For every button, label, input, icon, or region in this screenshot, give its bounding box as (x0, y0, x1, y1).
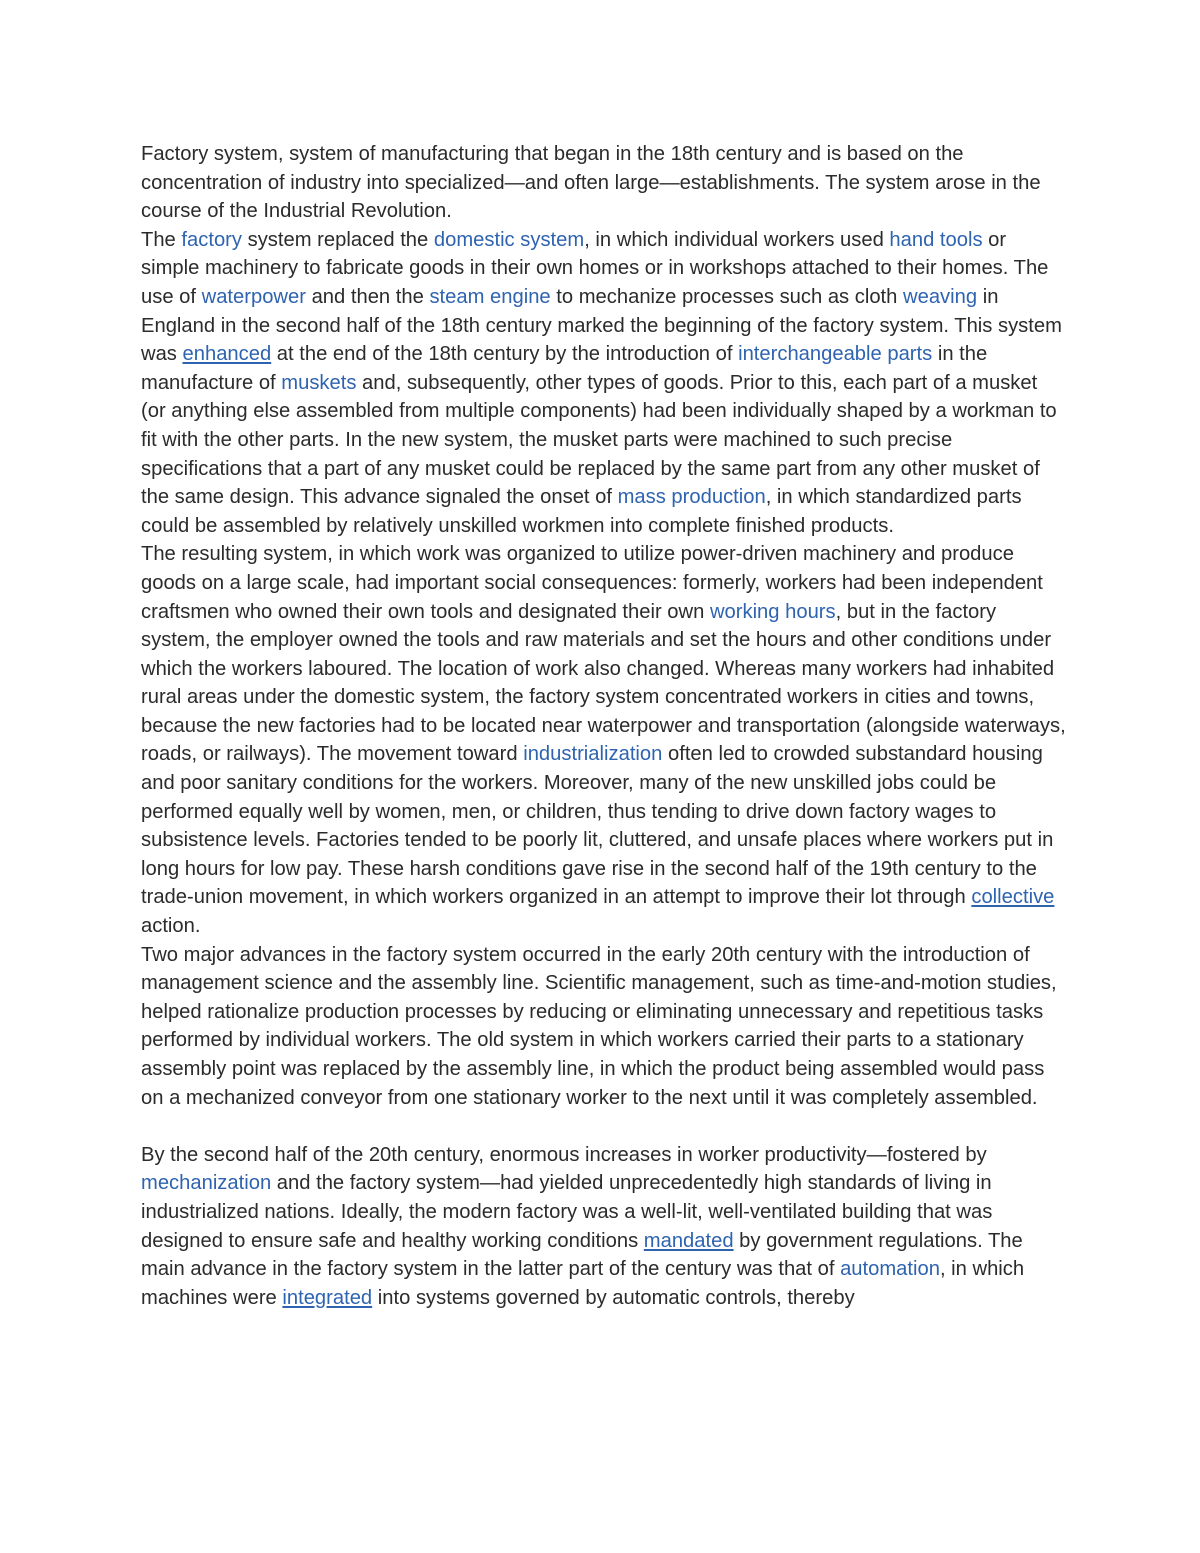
link-mass-production[interactable]: mass production (617, 486, 766, 509)
document-page (141, 140, 1066, 1312)
text-run: Factory system, system of manufacturing that began in the 18th century and is based on the concentration of industry into specialized—and often large—establishments. The system arose in the course of the Industrial Revolution. (141, 143, 1041, 223)
paragraph-domestic (141, 226, 1066, 541)
link-weaving[interactable]: weaving (903, 285, 978, 308)
text-run: in England in the second half of the 18th century marked the beginning of the factory system. This system was (141, 285, 1062, 366)
link-interchangeable-parts[interactable]: interchangeable parts (738, 343, 933, 366)
text-run: By the second half of the 20th century, enormous increases in worker productivity—fostered by (141, 1143, 987, 1166)
link-industrialization[interactable]: industrialization (523, 743, 663, 766)
text-run: often led to crowded substandard housing and poor sanitary conditions for the workers. Moreover, many of the new unskilled jobs could be performed equally well by women, men, or children, thus tending to drive down factory wages to subsistence levels. Factories tended to be poorly lit, cluttered, and unsafe places where workers put in long hours for low pay. These harsh conditions gave rise in the second half of the 19th century to the trade-union movement, in which workers organized in an attempt to improve their lot through (141, 743, 1054, 909)
paragraph-social (141, 540, 1066, 940)
link-mandated[interactable]: mandated (643, 1229, 734, 1252)
link-factory[interactable]: factory (181, 228, 242, 251)
text-run: , in which standardized parts could be assembled by relatively unskilled workmen into complete finished products. (141, 486, 1022, 537)
paragraph-twentieth (141, 941, 1066, 1113)
link-automation[interactable]: automation (840, 1258, 940, 1281)
text-run: action. (141, 915, 201, 938)
link-hand-tools[interactable]: hand tools (889, 228, 983, 251)
text-run: and the factory system—had yielded unprecedentedly high standards of living in industrialized nations. Ideally, the modern factory was a well-lit, well-ventilated building that was designed to ensure safe and healthy working conditions (141, 1172, 993, 1252)
text-run: to mechanize processes such as cloth (550, 285, 904, 308)
text-run: into systems governed by automatic controls, thereby (372, 1286, 855, 1309)
link-steam-engine[interactable]: steam engine (429, 285, 551, 308)
text-run: or simple machinery to fabricate goods in their own homes or in workshops attached to their homes. The use of (141, 228, 1049, 308)
text-run: , in which machines were (141, 1258, 1025, 1309)
text-run: at the end of the 18th century by the introduction of (271, 343, 739, 366)
text-run: in the manufacture of (141, 343, 988, 394)
blank-line (141, 1112, 1066, 1141)
paragraph-productivity (141, 1141, 1066, 1313)
text-run: and, subsequently, other types of goods. Prior to this, each part of a musket (or anything else assembled from multiple components) had been individually shaped by a workman to fit with the other parts. In the new system, the musket parts were machined to such precise specifications that a part of any musket could be replaced by the same part from any other musket of the same design. This advance signaled the onset of (141, 371, 1057, 509)
link-integrated[interactable]: integrated (282, 1286, 373, 1309)
text-run: and then the (305, 285, 430, 308)
link-enhanced[interactable]: enhanced (182, 343, 272, 366)
text-run: , in which individual workers used (584, 228, 890, 251)
link-domestic-system[interactable]: domestic system (433, 228, 585, 251)
text-run: Two major advances in the factory system occurred in the early 20th century with the introduction of management science and the assembly line. Scientific management, such as time-and-motion studies, helped rationalize production processes by reducing or eliminating unnecessary and repetitious tasks performed by individual workers. The old system in which workers carried their parts to a stationary assembly point was replaced by the assembly line, in which the product being assembled would pass on a mechanized conveyor from one stationary worker to the next until it was completely assembled. (141, 943, 1057, 1109)
text-run: , but in the factory system, the employer owned the tools and raw materials and set the hours and other conditions under which the workers laboured. The location of work also changed. Whereas many workers had inhabited rural areas under the domestic system, the factory system concentrated workers in cities and towns, because the new factories had to be located near waterpower and transportation (alongside waterways, roads, or railways). The movement toward (141, 600, 1066, 766)
text-run: The resulting system, in which work was organized to utilize power-driven machinery and produce goods on a large scale, had important social consequences: formerly, workers had been independent craftsmen who owned their own tools and designated their own (141, 543, 1043, 623)
text-run: system replaced the (242, 228, 434, 251)
paragraph-intro (141, 140, 1066, 226)
text-run: The (141, 228, 182, 251)
link-muskets[interactable]: muskets (281, 371, 357, 394)
link-collective[interactable]: collective (971, 886, 1055, 909)
link-working-hours[interactable]: working hours (709, 600, 836, 623)
text-run: by government regulations. The main advance in the factory system in the latter part of the century was that of (141, 1229, 1023, 1281)
link-waterpower[interactable]: waterpower (201, 285, 306, 308)
link-mechanization[interactable]: mechanization (141, 1172, 272, 1195)
